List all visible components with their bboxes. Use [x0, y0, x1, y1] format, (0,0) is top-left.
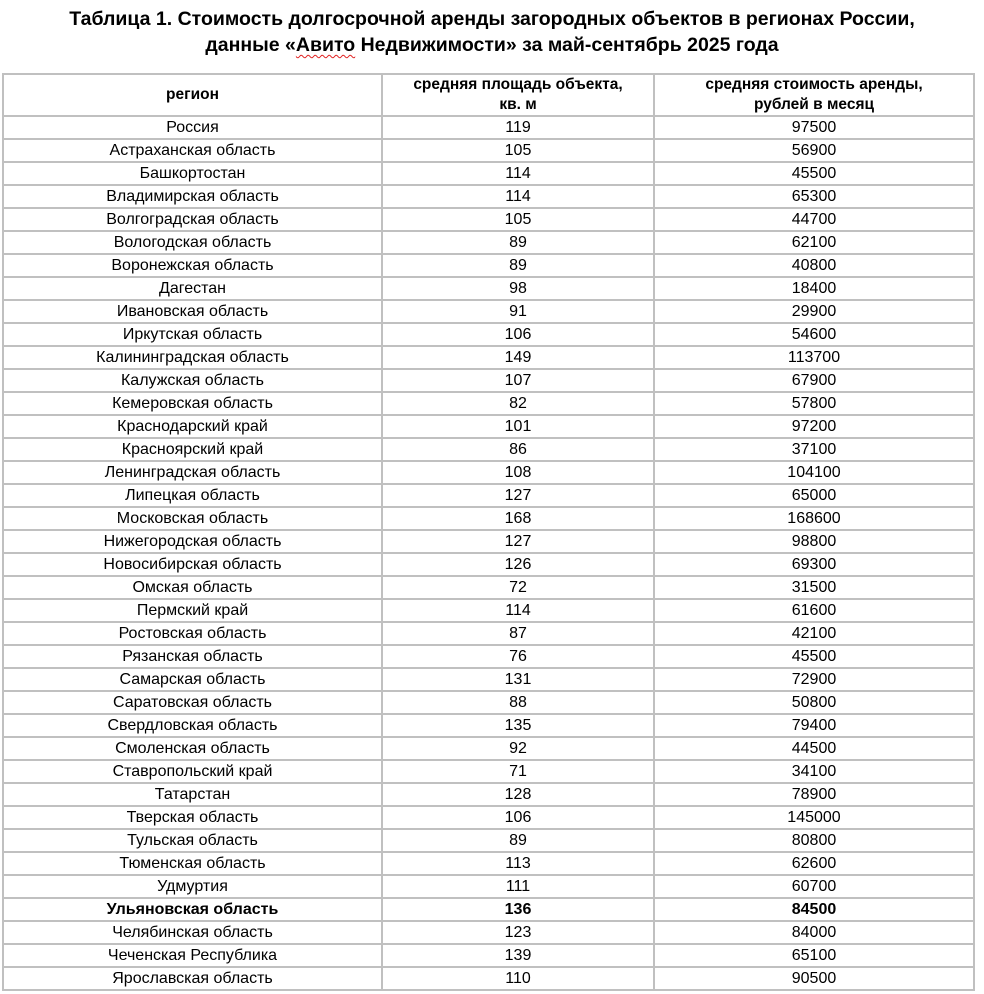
- cell-average-rent: 62100: [654, 231, 974, 254]
- cell-average-area: 108: [382, 461, 654, 484]
- cell-average-rent: 44500: [654, 737, 974, 760]
- cell-average-area: 89: [382, 254, 654, 277]
- table-row: [3, 346, 974, 369]
- cell-region: Самарская область: [3, 668, 382, 691]
- cell-region: Саратовская область: [3, 691, 382, 714]
- cell-average-rent: 65000: [654, 484, 974, 507]
- cell-region: Ульяновская область: [3, 898, 382, 921]
- title-line-2: [0, 32, 984, 58]
- cell-average-area: 127: [382, 484, 654, 507]
- table-row: [3, 829, 974, 852]
- cell-average-rent: 168600: [654, 507, 974, 530]
- table-row: [3, 806, 974, 829]
- cell-region: Россия: [3, 116, 382, 139]
- cell-region: Красноярский край: [3, 438, 382, 461]
- table-row: [3, 139, 974, 162]
- cell-average-area: 106: [382, 806, 654, 829]
- cell-region: Дагестан: [3, 277, 382, 300]
- cell-average-rent: 60700: [654, 875, 974, 898]
- cell-average-rent: 34100: [654, 760, 974, 783]
- table-row: [3, 668, 974, 691]
- cell-average-rent: 79400: [654, 714, 974, 737]
- cell-average-area: 114: [382, 185, 654, 208]
- cell-average-rent: 72900: [654, 668, 974, 691]
- cell-average-area: 139: [382, 944, 654, 967]
- cell-average-rent: 97500: [654, 116, 974, 139]
- cell-average-area: 127: [382, 530, 654, 553]
- cell-region: Челябинская область: [3, 921, 382, 944]
- cell-region: Рязанская область: [3, 645, 382, 668]
- cell-average-rent: 61600: [654, 599, 974, 622]
- table-row: [3, 898, 974, 921]
- cell-average-area: 111: [382, 875, 654, 898]
- cell-average-rent: 54600: [654, 323, 974, 346]
- table-row: [3, 484, 974, 507]
- cell-average-rent: 44700: [654, 208, 974, 231]
- table-row: [3, 852, 974, 875]
- cell-average-rent: 98800: [654, 530, 974, 553]
- cell-average-area: 92: [382, 737, 654, 760]
- cell-region: Липецкая область: [3, 484, 382, 507]
- cell-average-area: 149: [382, 346, 654, 369]
- cell-average-rent: 18400: [654, 277, 974, 300]
- table-header-row: [3, 74, 974, 116]
- cell-average-rent: 29900: [654, 300, 974, 323]
- table-body: [3, 116, 974, 990]
- cell-average-area: 107: [382, 369, 654, 392]
- rent-cost-table: [2, 73, 975, 991]
- cell-average-area: 101: [382, 415, 654, 438]
- table-row: [3, 645, 974, 668]
- table-row: [3, 438, 974, 461]
- cell-average-rent: 50800: [654, 691, 974, 714]
- cell-region: Ивановская область: [3, 300, 382, 323]
- cell-region: Ленинградская область: [3, 461, 382, 484]
- cell-region: Иркутская область: [3, 323, 382, 346]
- cell-average-area: 119: [382, 116, 654, 139]
- document-title: [0, 6, 984, 58]
- table-row: [3, 530, 974, 553]
- cell-average-rent: 45500: [654, 645, 974, 668]
- cell-average-area: 114: [382, 599, 654, 622]
- header-average-rent: средняя стоимость аренды, рублей в месяц: [654, 74, 974, 116]
- cell-region: Пермский край: [3, 599, 382, 622]
- table-row: [3, 599, 974, 622]
- table-row: [3, 208, 974, 231]
- cell-average-rent: 113700: [654, 346, 974, 369]
- cell-region: Удмуртия: [3, 875, 382, 898]
- cell-average-area: 82: [382, 392, 654, 415]
- table-row: [3, 369, 974, 392]
- cell-average-area: 110: [382, 967, 654, 990]
- table-row: [3, 231, 974, 254]
- cell-average-area: 76: [382, 645, 654, 668]
- cell-average-rent: 90500: [654, 967, 974, 990]
- cell-average-area: 86: [382, 438, 654, 461]
- cell-average-area: 128: [382, 783, 654, 806]
- table-row: [3, 162, 974, 185]
- table-row: [3, 967, 974, 990]
- cell-average-area: 123: [382, 921, 654, 944]
- table-row: [3, 944, 974, 967]
- cell-average-area: 71: [382, 760, 654, 783]
- cell-average-area: 105: [382, 139, 654, 162]
- spellcheck-flagged-word[interactable]: Авито: [295, 34, 356, 56]
- header-region: регион: [3, 74, 382, 116]
- cell-average-rent: 80800: [654, 829, 974, 852]
- cell-region: Волгоградская область: [3, 208, 382, 231]
- table-row: [3, 116, 974, 139]
- cell-region: Тульская область: [3, 829, 382, 852]
- cell-average-area: 136: [382, 898, 654, 921]
- cell-average-area: 168: [382, 507, 654, 530]
- cell-region: Ярославская область: [3, 967, 382, 990]
- table-row: [3, 415, 974, 438]
- cell-region: Московская область: [3, 507, 382, 530]
- cell-average-area: 106: [382, 323, 654, 346]
- table-row: [3, 760, 974, 783]
- cell-average-area: 135: [382, 714, 654, 737]
- table-row: [3, 507, 974, 530]
- cell-average-rent: 97200: [654, 415, 974, 438]
- header-average-area: средняя площадь объекта, кв. м: [382, 74, 654, 116]
- cell-average-area: 113: [382, 852, 654, 875]
- table-row: [3, 300, 974, 323]
- cell-region: Кемеровская область: [3, 392, 382, 415]
- cell-region: Нижегородская область: [3, 530, 382, 553]
- title-line-2-suffix: Недвижимости» за май-сентябрь 2025 года: [355, 34, 779, 56]
- cell-average-rent: 62600: [654, 852, 974, 875]
- table-row: [3, 622, 974, 645]
- cell-average-rent: 67900: [654, 369, 974, 392]
- cell-average-rent: 84500: [654, 898, 974, 921]
- cell-average-rent: 104100: [654, 461, 974, 484]
- cell-region: Новосибирская область: [3, 553, 382, 576]
- cell-average-area: 87: [382, 622, 654, 645]
- cell-average-area: 131: [382, 668, 654, 691]
- cell-region: Омская область: [3, 576, 382, 599]
- cell-average-rent: 145000: [654, 806, 974, 829]
- table-row: [3, 737, 974, 760]
- cell-average-rent: 45500: [654, 162, 974, 185]
- cell-average-area: 89: [382, 829, 654, 852]
- table-row: [3, 392, 974, 415]
- cell-region: Владимирская область: [3, 185, 382, 208]
- table-row: [3, 783, 974, 806]
- cell-region: Астраханская область: [3, 139, 382, 162]
- cell-average-rent: 40800: [654, 254, 974, 277]
- cell-region: Краснодарский край: [3, 415, 382, 438]
- table-row: [3, 553, 974, 576]
- cell-region: Смоленская область: [3, 737, 382, 760]
- cell-average-area: 126: [382, 553, 654, 576]
- cell-average-rent: 42100: [654, 622, 974, 645]
- table-row: [3, 254, 974, 277]
- table-row: [3, 277, 974, 300]
- cell-region: Свердловская область: [3, 714, 382, 737]
- cell-average-area: 114: [382, 162, 654, 185]
- cell-region: Ростовская область: [3, 622, 382, 645]
- table-row: [3, 461, 974, 484]
- cell-average-rent: 65100: [654, 944, 974, 967]
- table-row: [3, 921, 974, 944]
- table-row: [3, 323, 974, 346]
- cell-average-area: 91: [382, 300, 654, 323]
- cell-average-area: 72: [382, 576, 654, 599]
- cell-average-area: 88: [382, 691, 654, 714]
- cell-region: Ставропольский край: [3, 760, 382, 783]
- cell-average-rent: 57800: [654, 392, 974, 415]
- table-row: [3, 185, 974, 208]
- cell-region: Тюменская область: [3, 852, 382, 875]
- cell-region: Тверская область: [3, 806, 382, 829]
- table-row: [3, 576, 974, 599]
- cell-region: Чеченская Республика: [3, 944, 382, 967]
- title-line-1: Таблица 1. Стоимость долгосрочной аренды загородных объектов в регионах России,: [69, 8, 915, 30]
- table-row: [3, 875, 974, 898]
- cell-average-area: 89: [382, 231, 654, 254]
- title-line-2-prefix: данные «: [205, 34, 296, 56]
- cell-average-rent: 31500: [654, 576, 974, 599]
- cell-average-area: 98: [382, 277, 654, 300]
- cell-average-rent: 56900: [654, 139, 974, 162]
- cell-average-area: 105: [382, 208, 654, 231]
- cell-region: Татарстан: [3, 783, 382, 806]
- cell-region: Башкортостан: [3, 162, 382, 185]
- cell-region: Вологодская область: [3, 231, 382, 254]
- cell-average-rent: 69300: [654, 553, 974, 576]
- cell-region: Калужская область: [3, 369, 382, 392]
- cell-average-rent: 78900: [654, 783, 974, 806]
- table-row: [3, 691, 974, 714]
- cell-average-rent: 84000: [654, 921, 974, 944]
- table-row: [3, 714, 974, 737]
- cell-average-rent: 37100: [654, 438, 974, 461]
- cell-region: Калининградская область: [3, 346, 382, 369]
- cell-region: Воронежская область: [3, 254, 382, 277]
- cell-average-rent: 65300: [654, 185, 974, 208]
